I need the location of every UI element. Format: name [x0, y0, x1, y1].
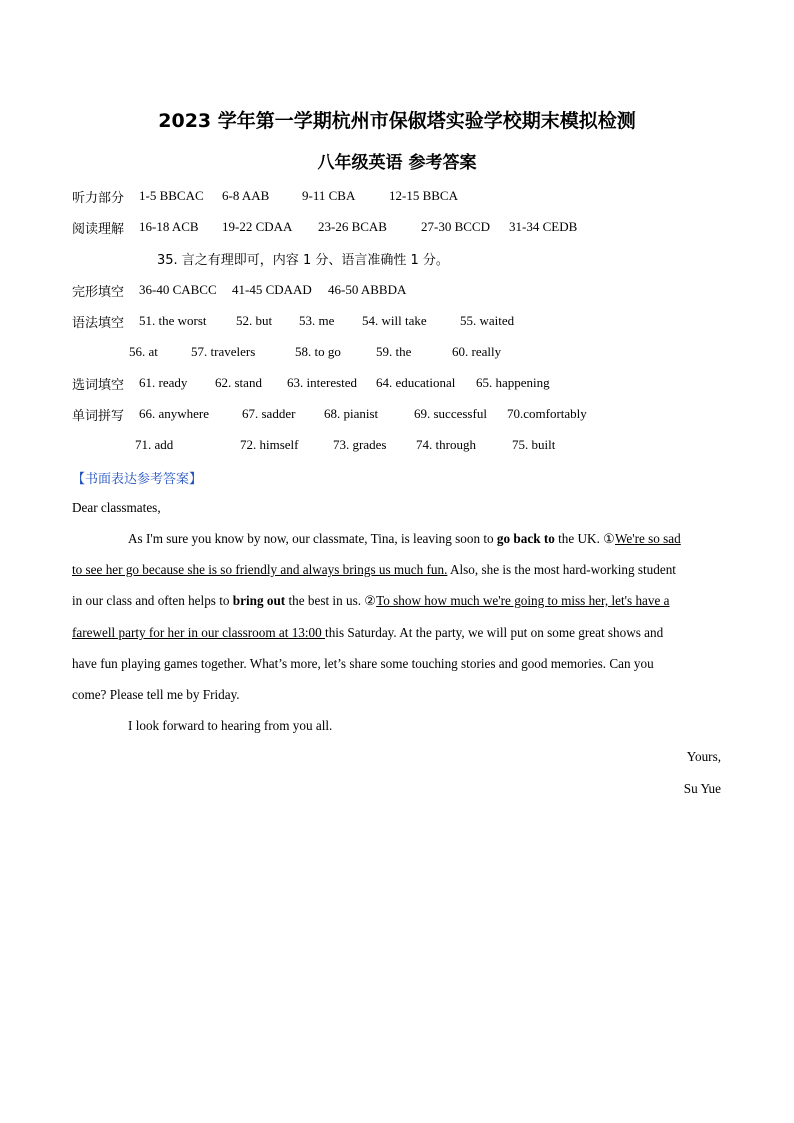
answer-item: 12-15 BBCA: [389, 188, 458, 203]
answer-item: 16-18 ACB: [139, 219, 199, 234]
answer-item: 56. at: [129, 344, 158, 359]
cloze-label: 完形填空: [72, 285, 125, 300]
letter-line: [72, 562, 676, 578]
letter-text: the UK. ①: [554, 531, 615, 546]
answer-item: 27-30 BCCD: [421, 219, 490, 234]
answer-item: 66. anywhere: [139, 406, 210, 421]
letter-underline: We're so sad: [614, 531, 681, 546]
answer-item: 36-40 CABCC: [139, 282, 217, 297]
answer-item: 54. will take: [362, 313, 427, 328]
answer-item: 31-34 CEDB: [509, 219, 578, 234]
answer-item: 71. add: [135, 437, 174, 452]
letter-underline: To show how much we're going to miss her, let's have a: [376, 593, 670, 608]
letter-text: this Saturday. At the party, we will put on some great shows and: [325, 625, 664, 640]
letter-text: in our class and often helps to: [72, 593, 233, 608]
answer-item: 58. to go: [295, 344, 341, 359]
letter-bold: bring out: [232, 593, 286, 608]
answer-item: 64. educational: [376, 375, 456, 390]
letter-signature: Su Yue: [683, 781, 721, 796]
writing-heading: 【书面表达参考答案】: [72, 472, 203, 487]
answer-item: 55. waited: [460, 313, 515, 328]
answer-item: 62. stand: [215, 375, 262, 390]
letter-line: have fun playing games together. What’s more, let’s share some touching stories and good memories. Can you: [72, 656, 654, 671]
spelling-label: 单词拼写: [72, 409, 125, 424]
letter-underline: farewell party for her in our classroom at 13:00: [72, 625, 326, 640]
answer-item: 9-11 CBA: [302, 188, 356, 203]
word-choice-label: 选词填空: [72, 378, 125, 393]
page-subtitle: 八年级英语 参考答案: [317, 153, 477, 173]
answer-item: 41-45 CDAAD: [232, 282, 312, 297]
letter-text: As I'm sure you know by now, our classmate, Tina, is leaving soon to: [128, 531, 497, 546]
answer-item: 57. travelers: [191, 344, 256, 359]
answer-item: 63. interested: [287, 375, 358, 390]
answer-item: 60. really: [452, 344, 502, 359]
letter-line: [72, 625, 663, 641]
reading-note: 35. 言之有理即可，内容 1 分、语言准确性 1 分。: [157, 253, 449, 268]
answer-item: 46-50 ABBDA: [328, 282, 407, 297]
listening-label: 听力部分: [72, 191, 125, 206]
grammar-label: 语法填空: [72, 316, 125, 331]
letter-bold: go back to: [496, 531, 555, 546]
letter-line: [128, 531, 681, 547]
answer-item: 68. pianist: [324, 406, 379, 421]
answer-item: 67. sadder: [242, 406, 296, 421]
letter-text: Also, she is the most hard-working student: [447, 562, 676, 577]
reading-label: 阅读理解: [72, 222, 125, 237]
letter-underline: to see her go because she is so friendly and always brings us much fun.: [72, 562, 448, 577]
page-title: 2023 学年第一学期杭州市保俶塔实验学校期末模拟检测: [158, 110, 636, 132]
answer-item: 19-22 CDAA: [222, 219, 293, 234]
answer-item: 51. the worst: [139, 313, 207, 328]
answer-item: 52. but: [236, 313, 273, 328]
letter-line: come? Please tell me by Friday.: [72, 687, 240, 702]
answer-item: 53. me: [299, 313, 335, 328]
answer-item: 23-26 BCAB: [318, 219, 387, 234]
letter-greeting: Dear classmates,: [72, 500, 161, 515]
letter-line: I look forward to hearing from you all.: [128, 718, 333, 733]
answer-item: 1-5 BBCAC: [139, 188, 204, 203]
answer-item: 73. grades: [333, 437, 387, 452]
answer-item: 74. through: [416, 437, 476, 452]
answer-item: 61. ready: [139, 375, 188, 390]
answer-item: 69. successful: [414, 406, 487, 421]
answer-item: 70.comfortably: [507, 406, 587, 421]
letter-text: the best in us. ②: [285, 593, 377, 608]
letter-line: [72, 593, 670, 609]
answer-item: 65. happening: [476, 375, 550, 390]
answer-item: 6-8 AAB: [222, 188, 270, 203]
answer-item: 75. built: [512, 437, 556, 452]
letter-closing: Yours,: [686, 749, 721, 764]
answer-item: 59. the: [376, 344, 412, 359]
answer-item: 72. himself: [240, 437, 299, 452]
